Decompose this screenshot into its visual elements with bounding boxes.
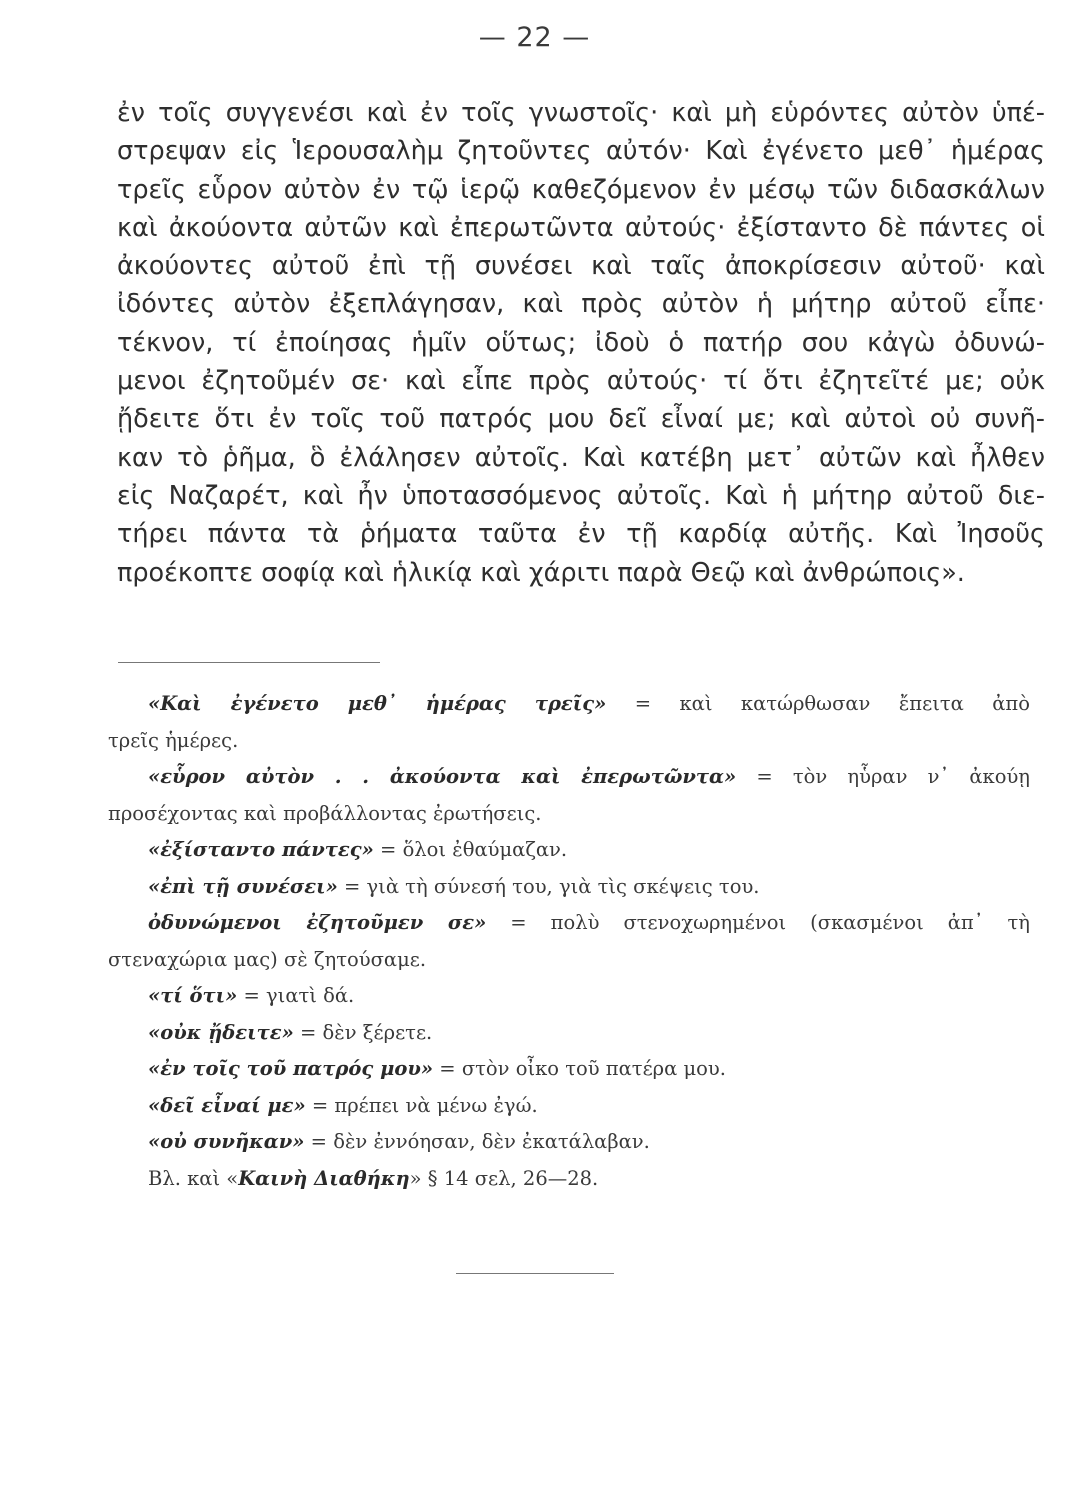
main-text-block <box>117 94 1045 592</box>
note-gloss: = ὅλοι ἐθαύμαζαν. <box>373 838 568 861</box>
note-term: «τί ὅτι» <box>148 984 238 1007</box>
reference-prefix: Βλ. καὶ « <box>148 1166 239 1190</box>
note-line <box>108 1124 1030 1161</box>
note-gloss: = τὸν ηὗραν ν᾽ ἀκούῃ <box>736 765 1030 788</box>
main-text-line: τρεῖς εὗρον αὐτὸν ἐν τῷ ἱερῷ καθεζόμενον ἐν μέσῳ τῶν διδασκάλων <box>117 174 1045 205</box>
note-gloss: = γιὰ τὴ σύνεσή του, γιὰ τὶς σκέψεις του. <box>337 874 760 898</box>
note-line <box>108 869 1030 906</box>
main-text-line: στρεψαν εἰς Ἱερουσαλὴμ ζητοῦντες αὐτόν· Καὶ ἐγένετο μεθ᾽ ἡμέρας <box>117 136 1045 167</box>
note-term: ὀδυνώμενοι ἐζητοῦμεν σε» <box>148 911 487 934</box>
note-gloss: = πολὺ στενοχωρημένοι (σκασμένοι ἀπ᾽ τὴ <box>486 911 1030 934</box>
note-line <box>108 942 1030 979</box>
note-term: «ἐν τοῖς τοῦ πατρός μου» <box>148 1057 434 1080</box>
note-line <box>108 759 1030 796</box>
reference-line <box>108 1161 1030 1198</box>
note-line <box>108 978 1030 1015</box>
note-term: «οὐκ ᾔδειτε» <box>148 1020 294 1044</box>
note-term: «οὐ συνῆκαν» <box>148 1130 305 1153</box>
note-gloss: = γιατὶ δά. <box>237 984 355 1007</box>
note-gloss: προσέχοντας καὶ προβάλλοντας ἐρωτήσεις. <box>108 801 542 825</box>
note-line <box>108 796 1030 833</box>
note-term: «ἐξίσταντο πάντες» <box>148 838 374 861</box>
note-gloss: = καὶ κατώρθωσαν ἔπειτα ἀπὸ <box>606 692 1030 715</box>
main-text-line: καν τὸ ῥῆμα, ὃ ἐλάλησεν αὐτοῖς. Καὶ κατέβη μετ᾽ αὐτῶν καὶ ἦλθεν <box>117 442 1045 473</box>
note-gloss: στεναχώρια μας) σὲ ζητούσαμε. <box>108 947 427 971</box>
note-term: «ἐπὶ τῇ συνέσει» <box>148 874 338 898</box>
glossary-notes <box>108 686 1030 1197</box>
note-gloss: = πρέπει νὰ μένω ἐγώ. <box>305 1093 538 1117</box>
main-text-line: καὶ ἀκούοντα αὐτῶν καὶ ἐπερωτῶντα αὐτούς· ἐξίσταντο δὲ πάντες οἱ <box>117 212 1045 243</box>
note-gloss: τρεῖς ἡμέρες. <box>108 728 239 752</box>
main-text-line: ᾔδειτε ὅτι ἐν τοῖς τοῦ πατρός μου δεῖ εἶναί με; καὶ αὐτοὶ οὐ συνῆ- <box>117 404 1045 435</box>
note-line <box>108 686 1030 723</box>
footnote-separator <box>118 662 380 663</box>
main-text-line: μενοι ἐζητοῦμέν σε· καὶ εἶπε πρὸς αὐτούς· τί ὅτι ἐζητεῖτέ με; οὐκ <box>117 366 1045 397</box>
note-line <box>108 832 1030 869</box>
note-term: «εὗρον αὐτὸν . . ἀκούοντα καὶ ἐπερωτῶντα» <box>148 765 737 788</box>
note-lines <box>108 686 1030 1161</box>
main-text-line: ἰδόντες αὐτὸν ἐξεπλάγησαν, καὶ πρὸς αὐτὸν ἡ μήτηρ αὐτοῦ εἶπε· <box>117 289 1045 320</box>
main-text-line: εἰς Ναζαρέτ, καὶ ἦν ὑποτασσόμενος αὐτοῖς. Καὶ ἡ μήτηρ αὐτοῦ διε- <box>117 480 1045 511</box>
end-rule <box>456 1273 614 1274</box>
page-number: — 22 — <box>478 22 591 53</box>
main-text-line: ἐν τοῖς συγγενέσι καὶ ἐν τοῖς γνωστοῖς· καὶ μὴ εὑρόντες αὐτὸν ὑπέ- <box>117 98 1045 128</box>
note-gloss: = δὲν ξέρετε. <box>293 1020 433 1044</box>
reference-title: Καινὴ Διαθήκη <box>238 1166 410 1190</box>
note-line <box>108 1015 1030 1052</box>
main-text-line: τέκνον, τί ἐποίησας ἡμῖν οὕτως; ἰδοὺ ὁ πατήρ σου κἀγὼ ὀδυνώ- <box>117 327 1045 358</box>
note-gloss: = στὸν οἶκο τοῦ πατέρα μου. <box>433 1057 726 1080</box>
note-term: «Καὶ ἐγένετο μεθ᾽ ἡμέρας τρεῖς» <box>148 692 607 715</box>
note-line <box>108 1051 1030 1088</box>
note-line <box>108 905 1030 942</box>
note-line <box>108 723 1030 760</box>
note-gloss: = δὲν ἐννόησαν, δὲν ἐκατάλαβαν. <box>304 1130 650 1153</box>
main-text-line: τήρει πάντα τὰ ῥήματα ταῦτα ἐν τῇ καρδίᾳ αὐτῆς. Καὶ Ἰησοῦς <box>117 519 1045 550</box>
note-term: «δεῖ εἶναί με» <box>148 1093 306 1117</box>
note-line <box>108 1088 1030 1125</box>
main-text-line: προέκοπτε σοφίᾳ καὶ ἡλικίᾳ καὶ χάριτι παρὰ Θεῷ καὶ ἀνθρώποις». <box>117 557 965 588</box>
reference-suffix: » § 14 σελ, 26—28. <box>409 1166 599 1190</box>
main-text-line: ἀκούοντες αὐτοῦ ἐπὶ τῇ συνέσει καὶ ταῖς ἀποκρίσεσιν αὐτοῦ· καὶ <box>117 251 1045 282</box>
